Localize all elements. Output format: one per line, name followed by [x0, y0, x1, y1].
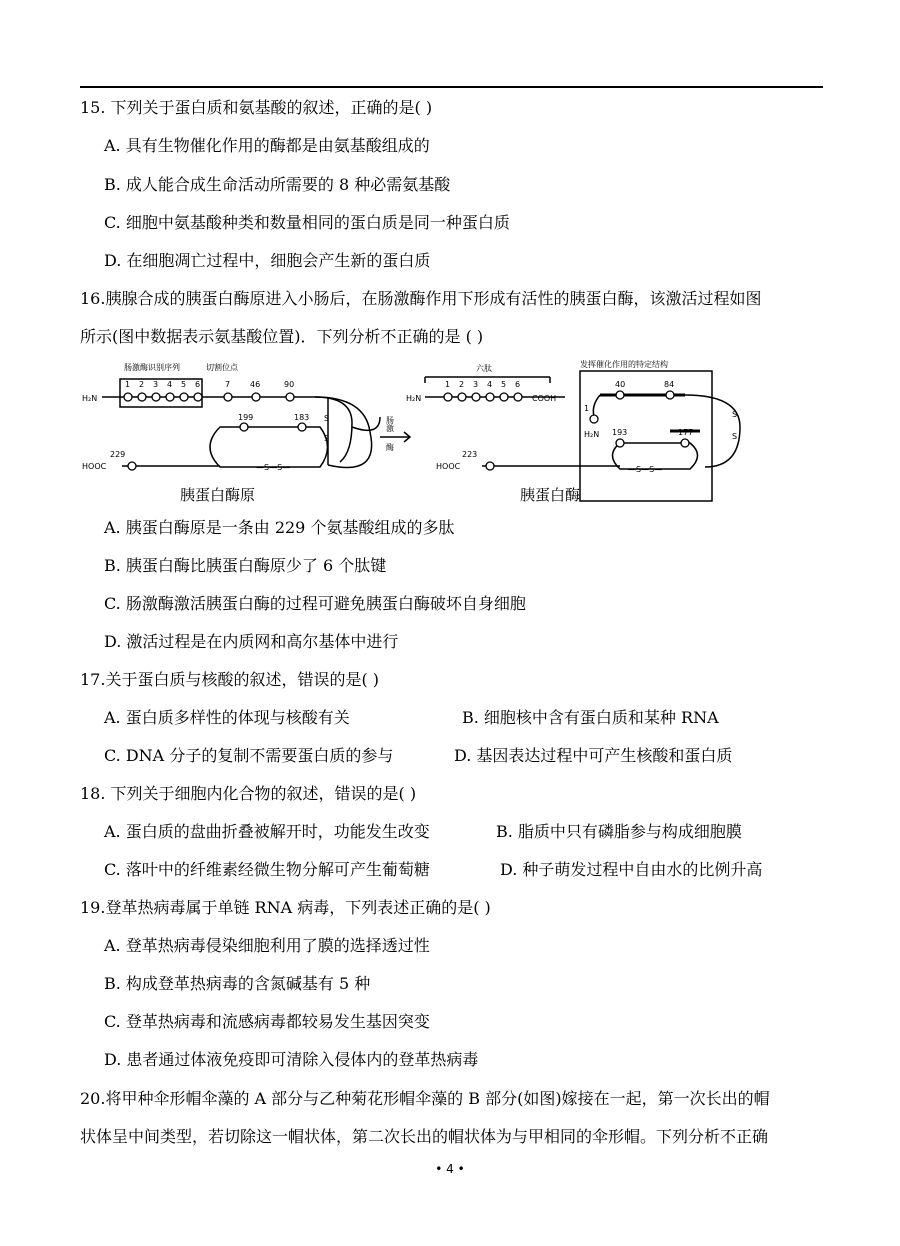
- question-17-option-b: B. 细胞核中含有蛋白质和某种 RNA: [462, 708, 719, 727]
- question-19-option-d: D. 患者通过体液免疫即可清除入侵体内的登革热病毒: [104, 1050, 479, 1069]
- trypsinogen-caption: 胰蛋白酶原: [180, 486, 256, 504]
- question-16-option-c: C. 肠激酶激活胰蛋白酶的过程可避免胰蛋白酶破坏自身细胞: [104, 594, 526, 613]
- question-18-stem: 18. 下列关于细胞内化合物的叙述，错误的是( ): [80, 784, 417, 803]
- left-num-90: 90: [284, 380, 295, 389]
- question-15-option-b: B. 成人能合成生命活动所需要的 8 种必需氨基酸: [104, 175, 451, 194]
- arrow-label-1: 肠: [386, 416, 394, 425]
- right-num-193: 193: [612, 428, 628, 437]
- cut-site-label: 切割位点: [206, 363, 238, 372]
- trypsin-activation-figure: [80, 357, 820, 507]
- left-num-4: 4: [167, 380, 173, 389]
- question-18-option-b: B. 脂质中只有磷脂参与构成细胞膜: [496, 822, 742, 841]
- right-num-1b: 1: [584, 404, 590, 413]
- right-num-5: 5: [501, 380, 507, 389]
- left-h2n-label: H₂N: [82, 394, 98, 403]
- left-num-199: 199: [238, 413, 254, 422]
- question-20-line1: 20.将甲种伞形帽伞藻的 A 部分与乙种菊花形帽伞藻的 B 部分(如图)嫁接在一起，第一次长出的帽: [80, 1089, 770, 1108]
- left-num-2: 2: [139, 380, 145, 389]
- question-18-option-d: D. 种子萌发过程中自由水的比例升高: [500, 860, 763, 879]
- right-cooh-label: COOH: [532, 394, 557, 403]
- right-hooc-label: HOOC: [436, 462, 461, 471]
- right-h2n-inner: H₂N: [584, 430, 600, 439]
- question-16-stem-line2: 所示(图中数据表示氨基酸位置)．下列分析不正确的是 ( ): [80, 327, 484, 346]
- left-num-1: 1: [125, 380, 131, 389]
- question-19-option-b: B. 构成登革热病毒的含氮碱基有 5 种: [104, 974, 371, 993]
- question-16-option-a: A. 胰蛋白酶原是一条由 229 个氨基酸组成的多肽: [104, 518, 455, 537]
- left-num-5: 5: [181, 380, 187, 389]
- trypsin-caption: 胰蛋白酶: [520, 486, 581, 504]
- question-15-option-a: A. 具有生物催化作用的酶都是由氨基酸组成的: [104, 136, 430, 155]
- right-num-3: 3: [473, 380, 479, 389]
- right-s-lower: S: [732, 432, 738, 441]
- question-17-option-d: D. 基因表达过程中可产生核酸和蛋白质: [454, 746, 733, 765]
- left-num-6: 6: [195, 380, 201, 389]
- left-s-lower: S: [324, 434, 330, 443]
- right-num-84: 84: [664, 380, 675, 389]
- left-hooc-label: HOOC: [82, 462, 107, 471]
- right-num-6: 6: [515, 380, 521, 389]
- right-num-40: 40: [615, 380, 626, 389]
- question-17-stem: 17.关于蛋白质与核酸的叙述，错误的是( ): [80, 670, 380, 689]
- right-disulfide-label: —S—S—: [628, 465, 663, 474]
- question-19-option-c: C. 登革热病毒和流感病毒都较易发生基因突变: [104, 1012, 430, 1031]
- left-disulfide-label: —S—S—: [256, 463, 291, 472]
- question-17-option-c: C. DNA 分子的复制不需要蛋白质的参与: [104, 746, 394, 765]
- question-15-option-d: D. 在细胞凋亡过程中，细胞会产生新的蛋白质: [104, 251, 431, 270]
- left-s-upper: S: [324, 414, 330, 423]
- question-16-stem-line1: 16.胰腺合成的胰蛋白酶原进入小肠后，在肠激酶作用下形成有活性的胰蛋白酶，该激活过程如图: [80, 289, 762, 308]
- enterokinase-site-label: 肠激酶识别序列: [124, 363, 180, 372]
- question-16-option-b: B. 胰蛋白酶比胰蛋白酶原少了 6 个肽键: [104, 556, 387, 575]
- question-18-option-a: A. 蛋白质的盘曲折叠被解开时，功能发生改变: [104, 822, 430, 841]
- right-h2n-label: H₂N: [406, 394, 422, 403]
- right-num-1: 1: [445, 380, 451, 389]
- question-18-option-c: C. 落叶中的纤维素经微生物分解可产生葡萄糖: [104, 860, 430, 879]
- left-num-46: 46: [250, 380, 261, 389]
- right-num-2: 2: [459, 380, 465, 389]
- question-15-stem: 15. 下列关于蛋白质和氨基酸的叙述，正确的是( ): [80, 98, 433, 117]
- left-num-7: 7: [225, 380, 231, 389]
- question-19-option-a: A. 登革热病毒侵染细胞利用了膜的选择透过性: [104, 936, 430, 955]
- question-16-option-d: D. 激活过程是在内质网和高尔基体中进行: [104, 632, 399, 651]
- right-num-177: 177: [678, 428, 694, 437]
- left-num-229: 229: [110, 450, 126, 459]
- right-num-223: 223: [462, 450, 478, 459]
- right-num-4: 4: [487, 380, 493, 389]
- left-num-183: 183: [294, 413, 310, 422]
- question-20-line2: 状体呈中间类型，若切除这一帽状体，第二次长出的帽状体为与甲相同的伞形帽。下列分析不正确: [80, 1127, 769, 1146]
- arrow-label-3: 酶: [386, 443, 394, 452]
- active-structure-label: 发挥催化作用的特定结构: [580, 360, 668, 369]
- right-s-upper: S: [732, 410, 738, 419]
- page-number: • 4 •: [435, 1162, 465, 1176]
- hexapeptide-label: 六肽: [476, 364, 492, 373]
- arrow-label-2: 激: [386, 424, 394, 433]
- question-19-stem: 19.登革热病毒属于单链 RNA 病毒，下列表述正确的是( ): [80, 898, 491, 917]
- question-17-option-a: A. 蛋白质多样性的体现与核酸有关: [104, 708, 350, 727]
- header-rule: [80, 86, 823, 88]
- left-num-3: 3: [153, 380, 159, 389]
- question-15-option-c: C. 细胞中氨基酸种类和数量相同的蛋白质是同一种蛋白质: [104, 213, 510, 232]
